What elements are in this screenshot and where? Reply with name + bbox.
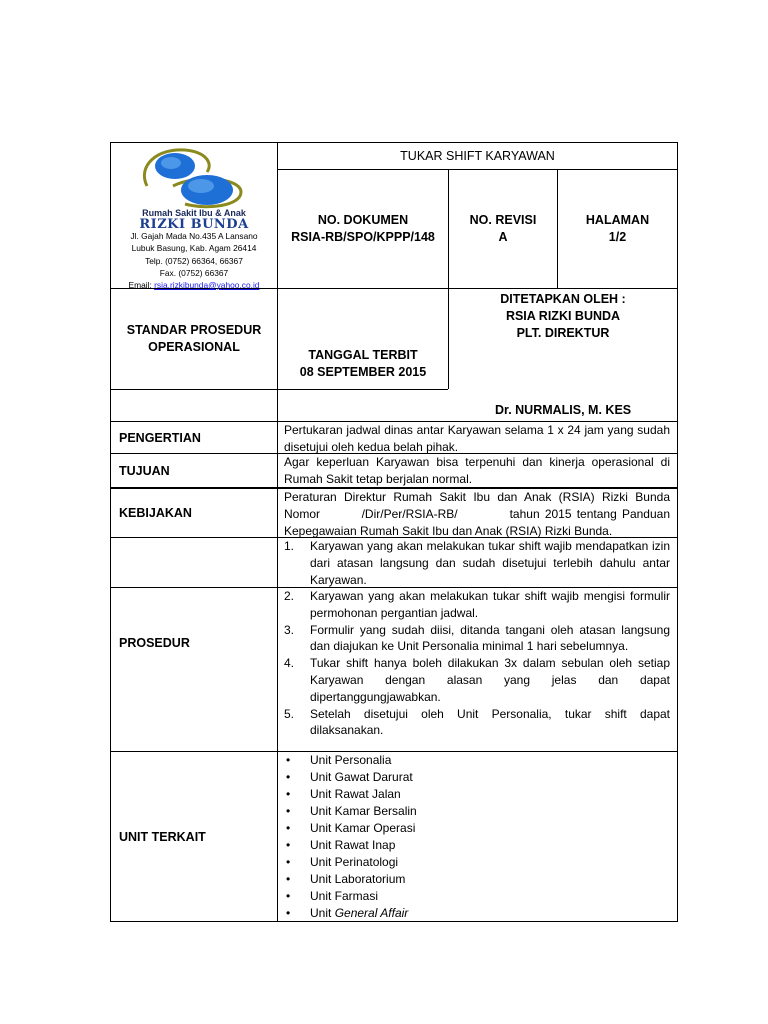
- bullet-icon: •: [286, 770, 291, 784]
- revision-value: A: [498, 230, 508, 244]
- bullet-icon: •: [286, 906, 291, 920]
- bullet-icon: •: [286, 787, 291, 801]
- bullet-icon: •: [286, 889, 291, 903]
- list-item: [284, 871, 670, 888]
- doc-number-cell: [278, 170, 448, 288]
- list-item: [284, 706, 670, 740]
- list-item: [284, 786, 670, 803]
- fax-line: Fax. (0752) 66367: [159, 267, 229, 278]
- unit-name: Unit Laboratorium: [310, 872, 406, 886]
- sop-title-line: OPERASIONAL: [148, 340, 240, 354]
- email-link[interactable]: rsia.rizkibunda@yahoo.co.id: [154, 280, 260, 291]
- pengertian-text: Pertukaran jadwal dinas antar Karyawan selama 1 x 24 jam yang sudah disetujui oleh kedua belah pihak.: [284, 423, 670, 454]
- unit-list: [284, 752, 670, 922]
- list-item: [284, 655, 670, 705]
- list-item: [284, 538, 670, 588]
- unit-name: Unit Perinatologi: [310, 855, 399, 869]
- revision-cell: [449, 170, 557, 288]
- address-line: Jl. Gajah Mada No.435 A Lansano: [130, 231, 258, 241]
- issue-date-cell: [278, 289, 448, 439]
- doc-number-label: NO. DOKUMEN: [317, 213, 409, 227]
- unit-name-prefix: Unit: [310, 906, 335, 920]
- address-line: Lubuk Basung, Kab. Agam 26414: [131, 243, 257, 254]
- unit-name: Unit Rawat Inap: [310, 838, 396, 852]
- list-item: [284, 820, 670, 837]
- tujuan-text: Agar keperluan Karyawan bisa terpenuhi dan kinerja operasional di Rumah Sakit tetap berjalan normal.: [284, 455, 670, 486]
- step-text: Setelah disetujui oleh Unit Personalia, tukar shift dapat dilaksanakan.: [310, 706, 670, 738]
- list-item: [284, 854, 670, 871]
- unit-terkait-label: UNIT TERKAIT: [119, 829, 206, 844]
- sop-title-line: STANDAR PROSEDUR: [126, 323, 262, 337]
- list-item: [284, 769, 670, 786]
- prosedur-steps: [278, 588, 677, 751]
- step-number: 5.: [284, 706, 295, 721]
- kebijakan-text: Peraturan Direktur Rumah Sakit Ibu dan Anak (RSIA) Rizki Bunda Nomor /Dir/Per/RSIA-RB/ tahun 2015 tentang Panduan Kepegawaian Rumah Sakit Ibu dan Anak (RSIA) Rizki Bunda.: [284, 490, 674, 538]
- step-number: 1.: [284, 539, 295, 553]
- hospital-subtitle: Rumah Sakit Ibu & Anak: [142, 208, 246, 218]
- unit-name: Unit Gawat Darurat: [310, 770, 413, 784]
- step-text: Karyawan yang akan melakukan tukar shift wajib mendapatkan izin dari atasan langsung dan sudah disetujui terlebih dahulu antar Karyawan.: [310, 539, 670, 587]
- approval-line: PLT. DIREKTUR: [516, 326, 610, 340]
- list-item: [284, 888, 670, 905]
- hospital-name: RIZKI BUNDA: [139, 217, 249, 232]
- hospital-logo-block: [112, 146, 276, 291]
- sop-title-cell: [111, 289, 277, 389]
- unit-name: Unit Kamar Operasi: [310, 821, 416, 835]
- list-item: [284, 905, 670, 922]
- step-text: Formulir yang sudah diisi, ditanda tangani oleh atasan langsung dan diajukan ke Unit Personalia minimal 1 hari sebelumnya.: [310, 622, 670, 654]
- bullet-icon: •: [286, 838, 291, 852]
- bullet-icon: •: [286, 855, 291, 869]
- step-text: Tukar shift hanya boleh dilakukan 3x dalam sebulan oleh setiap Karyawan dengan alasan yang jelas dan dapat dipertanggungjawabkan.: [310, 656, 670, 704]
- page-label: HALAMAN: [585, 213, 650, 227]
- document-title: [278, 143, 677, 169]
- bullet-icon: •: [286, 872, 291, 886]
- tujuan-label: TUJUAN: [119, 463, 170, 478]
- pengertian-label: PENGERTIAN: [119, 430, 201, 445]
- step-number: 3.: [284, 622, 295, 637]
- unit-name: Unit Kamar Bersalin: [310, 804, 417, 818]
- document-title-text: TUKAR SHIFT KARYAWAN: [400, 148, 555, 163]
- page-number-cell: [558, 170, 677, 288]
- phone-line: Telp. (0752) 66364, 66367: [145, 255, 243, 266]
- list-item: [284, 837, 670, 854]
- table-border-right: [677, 142, 678, 922]
- unit-list-cell: [278, 752, 677, 921]
- prosedur-step: [278, 538, 677, 587]
- unit-name-italic: General Affair: [334, 906, 409, 920]
- kebijakan-label: KEBIJAKAN: [119, 506, 192, 520]
- page-value: 1/2: [608, 230, 627, 244]
- step-number: 2.: [284, 589, 295, 603]
- email-label: Email:: [128, 280, 155, 291]
- hospital-address: [112, 230, 276, 291]
- unit-name: Unit Rawat Jalan: [310, 787, 401, 801]
- bullet-icon: •: [286, 804, 291, 818]
- issue-date-value: 08 SEPTEMBER 2015: [299, 365, 427, 379]
- list-item: [284, 588, 670, 622]
- prosedur-label: PROSEDUR: [119, 636, 190, 650]
- list-item: [284, 622, 670, 656]
- approval-line: DITETAPKAN OLEH :: [500, 292, 626, 306]
- approval-cell: [449, 289, 677, 421]
- doc-number-value: RSIA-RB/SPO/KPPP/148: [291, 230, 435, 244]
- unit-name: Unit Personalia: [310, 753, 392, 767]
- unit-name: Unit Farmasi: [310, 889, 379, 903]
- bullet-icon: •: [286, 753, 291, 767]
- issue-date-label: TANGGAL TERBIT: [308, 348, 418, 362]
- step-text: Karyawan yang akan melakukan tukar shift wajib mengisi formulir permohonan pergantian jadwal.: [310, 589, 670, 620]
- step-number: 4.: [284, 656, 295, 671]
- approval-line: RSIA RIZKI BUNDA: [505, 309, 621, 323]
- list-item: [284, 752, 670, 769]
- revision-label: NO. REVISI: [469, 213, 537, 227]
- list-item: [284, 803, 670, 820]
- bullet-icon: •: [286, 821, 291, 835]
- hospital-logo-icon: [137, 146, 251, 210]
- signatory-name: Dr. NURMALIS, M. KES: [495, 403, 632, 417]
